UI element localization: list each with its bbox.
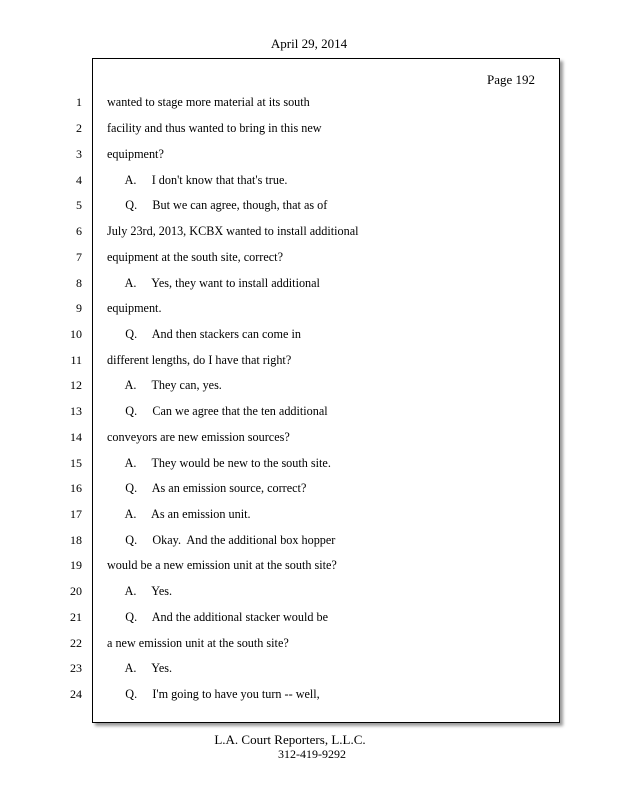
transcript-line: a new emission unit at the south site? <box>107 636 289 650</box>
transcript-line: Q. As an emission source, correct? <box>107 481 307 495</box>
line-number: 19 <box>70 558 82 572</box>
page-number: Page 192 <box>487 72 536 87</box>
line-number: 15 <box>70 456 82 470</box>
line-number: 21 <box>70 610 82 624</box>
line-number: 3 <box>76 147 82 161</box>
transcript-line: Q. I'm going to have you turn -- well, <box>107 687 320 701</box>
transcript-line: would be a new emission unit at the south site? <box>107 558 337 572</box>
line-number: 10 <box>70 327 82 341</box>
line-number: 9 <box>76 301 82 315</box>
line-number: 4 <box>76 173 82 187</box>
transcript-line: July 23rd, 2013, KCBX wanted to install additional <box>107 224 359 238</box>
line-number: 18 <box>70 533 82 547</box>
line-number: 2 <box>76 121 82 135</box>
line-number: 6 <box>76 224 82 238</box>
transcript-line: equipment. <box>107 301 162 315</box>
transcript-line: facility and thus wanted to bring in this new <box>107 121 322 135</box>
line-number: 20 <box>70 584 82 598</box>
transcript-line: Q. And the additional stacker would be <box>107 610 329 624</box>
line-number: 13 <box>70 404 82 418</box>
line-number: 22 <box>70 636 82 650</box>
transcript-line: wanted to stage more material at its south <box>107 95 310 109</box>
transcript-line: A. Yes, they want to install additional <box>107 276 320 290</box>
transcript-date: April 29, 2014 <box>270 36 348 51</box>
transcript-line: A. They can, yes. <box>107 378 222 392</box>
line-number: 23 <box>70 661 82 675</box>
transcript-line: Q. Okay. And the additional box hopper <box>107 533 336 547</box>
transcript-line: A. As an emission unit. <box>107 507 251 521</box>
line-number: 16 <box>70 481 82 495</box>
transcript-line: A. They would be new to the south site. <box>107 456 331 470</box>
line-number: 1 <box>76 95 82 109</box>
line-number: 17 <box>70 507 82 521</box>
line-number: 12 <box>70 378 82 392</box>
transcript-line: A. Yes. <box>107 661 173 675</box>
line-number: 24 <box>70 687 82 701</box>
line-number: 5 <box>76 198 82 212</box>
transcript-line: Q. And then stackers can come in <box>107 327 301 341</box>
transcript-line: equipment? <box>107 147 164 161</box>
line-number: 14 <box>70 430 82 444</box>
transcript-line: A. Yes. <box>107 584 173 598</box>
line-number: 7 <box>76 250 82 264</box>
transcript-line: Q. Can we agree that the ten additional <box>107 404 328 418</box>
transcript-line: different lengths, do I have that right? <box>107 353 292 367</box>
line-number: 8 <box>76 276 82 290</box>
transcript-line: Q. But we can agree, though, that as of <box>107 198 328 212</box>
transcript-line: A. I don't know that that's true. <box>107 173 288 187</box>
line-number: 11 <box>70 353 82 367</box>
court-reporter-name: L.A. Court Reporters, L.L.C. <box>214 732 366 747</box>
court-reporter-phone: 312-419-9292 <box>278 747 346 761</box>
transcript-line: equipment at the south site, correct? <box>107 250 283 264</box>
transcript-line: conveyors are new emission sources? <box>107 430 290 444</box>
